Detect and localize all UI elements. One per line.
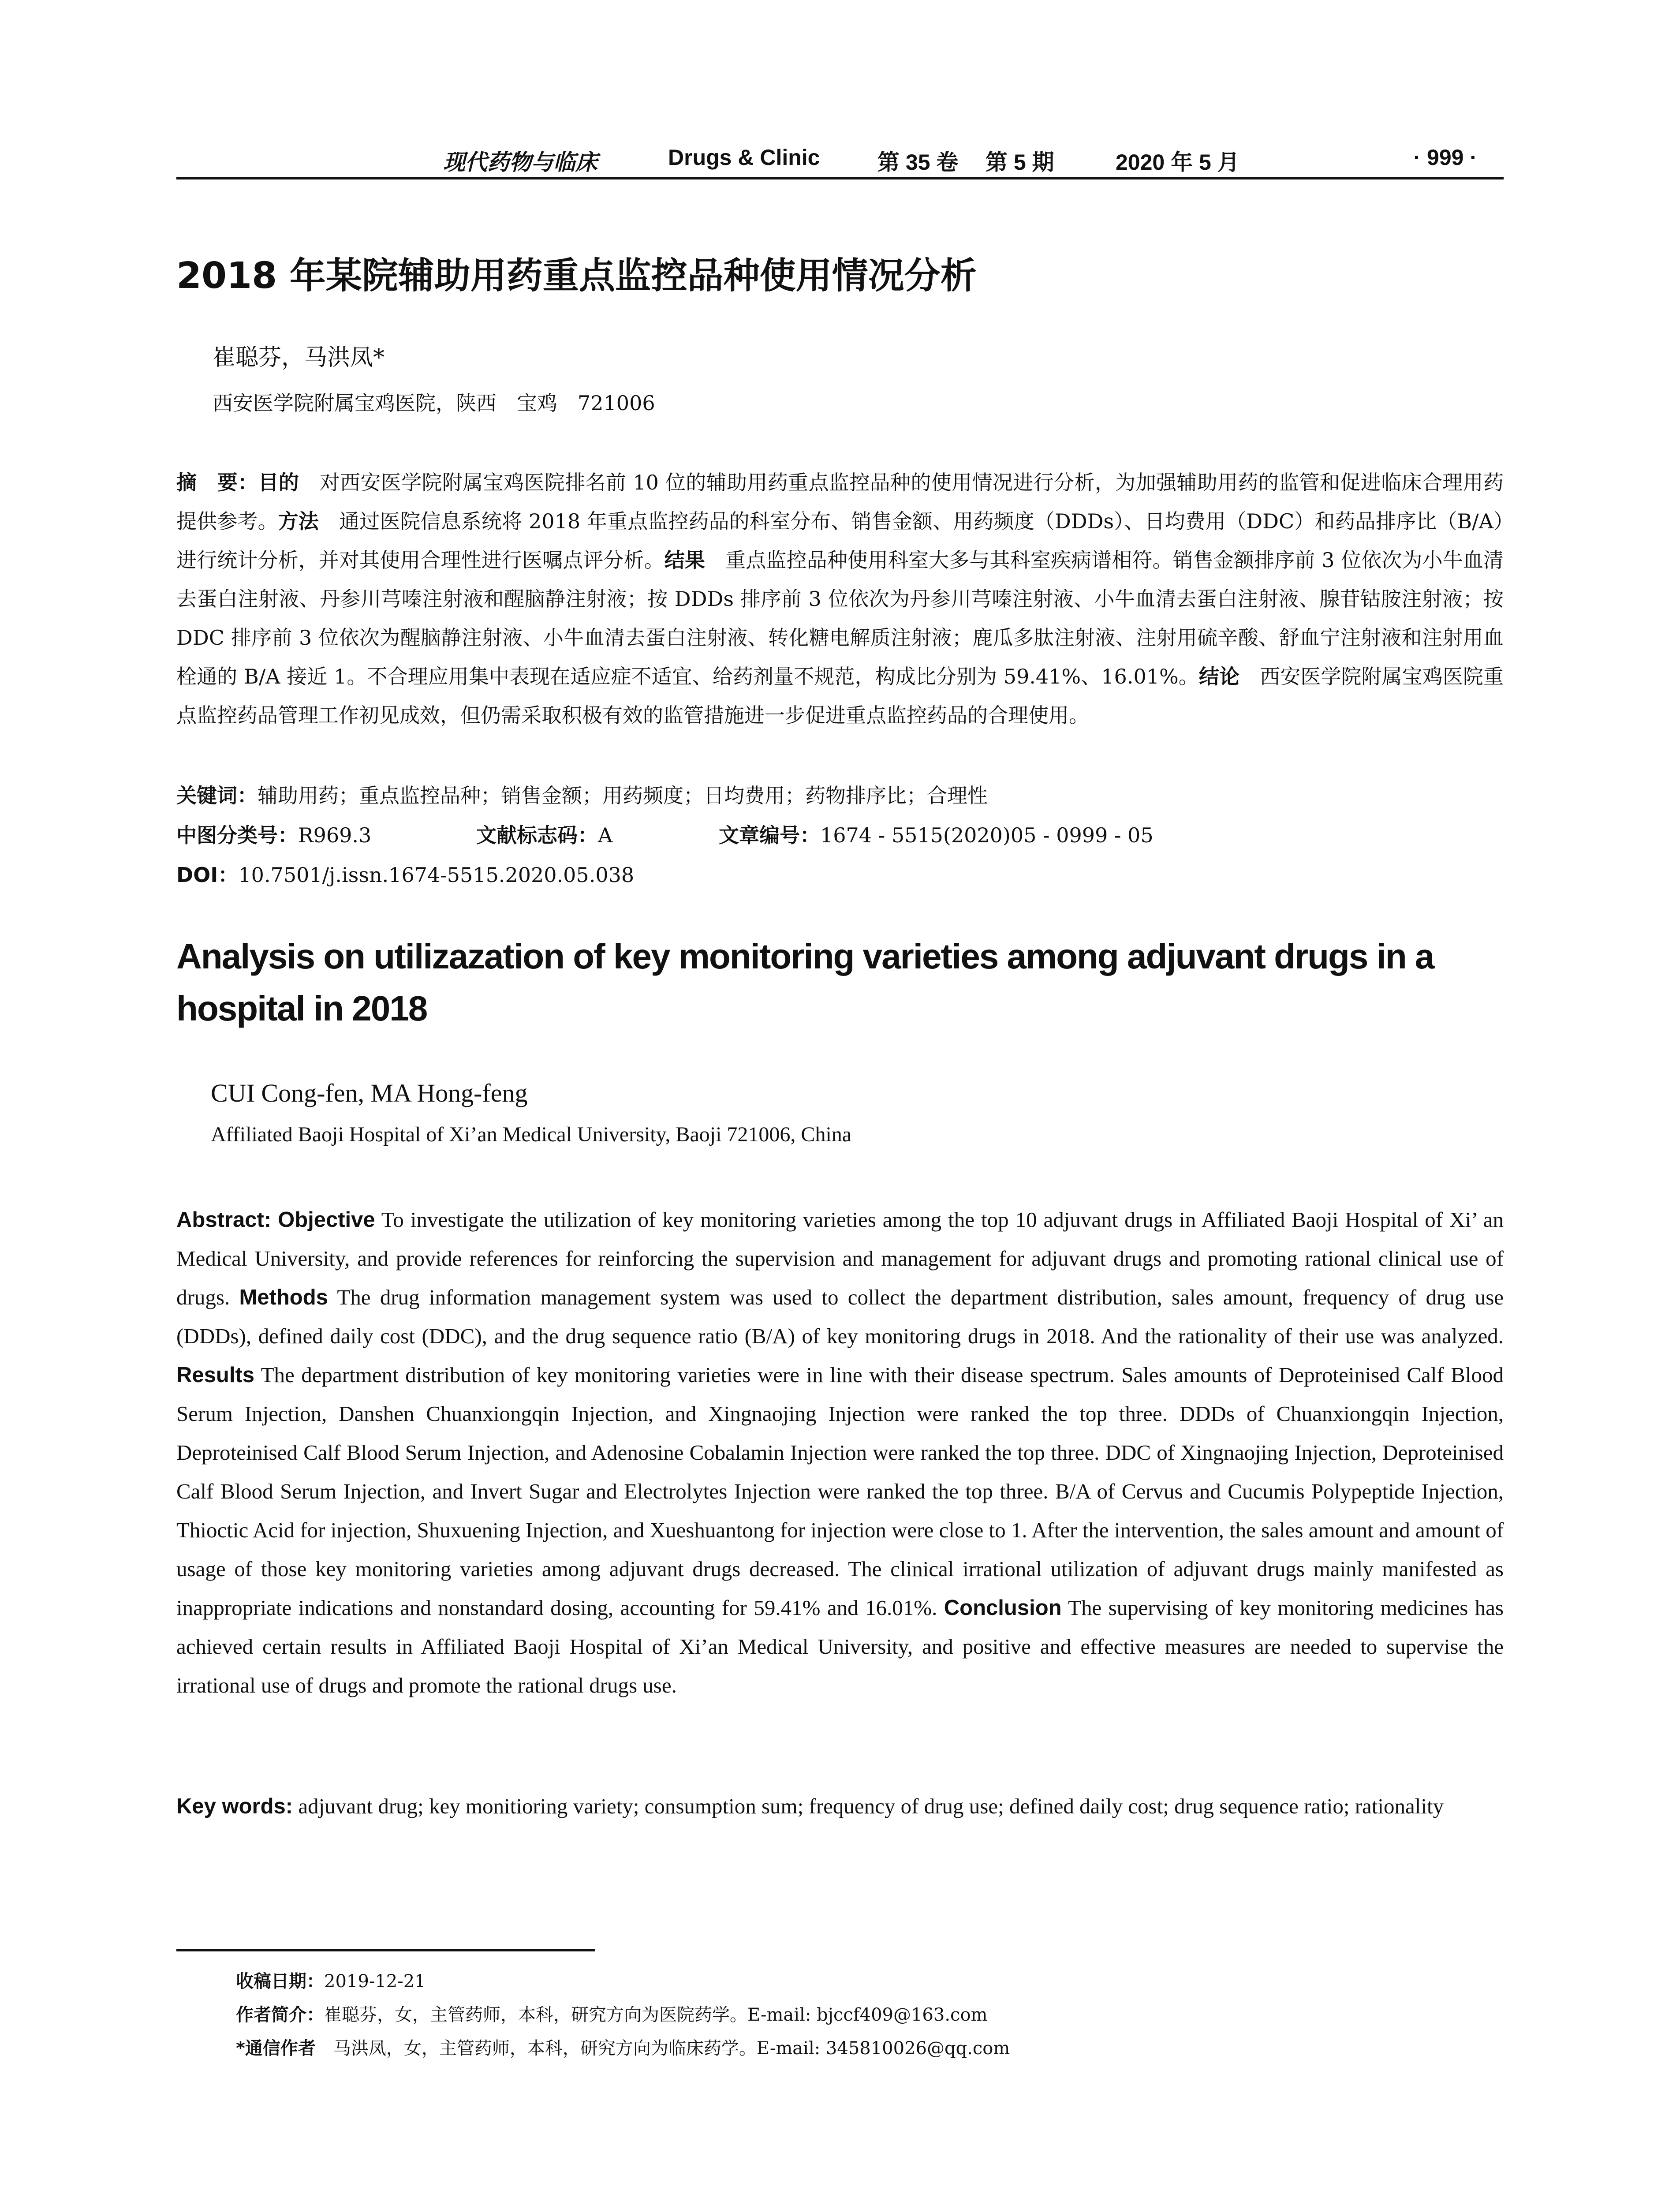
volume-number: 第 35 卷: [877, 150, 959, 175]
results-en-label: Results: [176, 1363, 255, 1387]
clc-value: R969.3: [298, 823, 372, 847]
results-cn-text: 重点监控品种使用科室大多与其科室疾病谱相符。销售金额排序前 3 位依次为小牛血清去蛋白注射液、丹参川芎嗪注射液和醒脑静注射液；按 DDDs 排序前 3 位依次为丹参川芎嗪注射液、小牛血清去蛋白注射液、腺苷钴胺注射液；按 DDC 排序前 3 位依次为醒脑静注射液、小牛血清去蛋白注射液、转化糖电解质注射液；鹿瓜多肽注射液、注射用硫辛酸、舒血宁注射液和注射用血栓通的 B/A 接近 1。不合理应用集中表现在适应症不适宜、给药剂量不规范，构成比分别为 59.41%、16.01%。: [176, 548, 1504, 688]
issue-number: 第 5 期: [986, 150, 1054, 175]
article-number-label: 文章编号：: [719, 823, 820, 847]
methods-en-text: The drug information management system was used to collect the department distribution, sales amount, frequency of drug use (DDDs), defined daily cost (DDC), and the drug sequence ratio (B/A) of key monitoring drugs in 2018. And the rationality of their use was analyzed.: [176, 1285, 1504, 1348]
keywords-cn-value: 辅助用药；重点监控品种；销售金额；用药频度；日均费用；药物排序比；合理性: [258, 784, 988, 807]
objective-cn-label: 目的: [258, 471, 299, 494]
footnote-corresponding: [236, 2032, 1501, 2065]
abstract-en: [176, 1200, 1504, 1705]
abstract-en-label: Abstract:: [176, 1208, 272, 1232]
methods-en-label: Methods: [239, 1286, 328, 1309]
doc-code-label: 文献标志码：: [476, 823, 598, 847]
conclusion-en-label: Conclusion: [944, 1596, 1062, 1620]
authors-cn: 崔聪芬，马洪凤*: [213, 344, 385, 371]
footnote-divider: [176, 1949, 595, 1951]
abstract-cn-label: 摘 要：: [176, 471, 258, 494]
document-code: [476, 819, 612, 848]
clc-code: [176, 819, 371, 848]
results-cn-label: 结果: [664, 548, 705, 572]
clc-label: 中图分类号：: [176, 823, 298, 847]
doc-code-value: A: [598, 823, 613, 847]
issue-date: 2020 年 5 月: [1116, 150, 1239, 175]
objective-cn-text: 对西安医学院附属宝鸡医院排名前 10 位的辅助用药重点监控品种的使用情况进行分析，为加强辅助用药的监管和促进临床合理用药提供参考。: [176, 471, 1504, 533]
corresponding-label: *通信作者: [236, 2038, 316, 2059]
article-number-value: 1674 - 5515(2020)05 - 0999 - 05: [820, 823, 1154, 847]
received-label: 收稿日期：: [236, 1971, 324, 1992]
keywords-cn: [176, 780, 1504, 809]
page-number: · 999 ·: [1413, 145, 1477, 170]
conclusion-en-text: The supervising of key monitoring medicines has achieved certain results in Affiliated Baoji Hospital of Xi’an Medical University, and positive and effective measures are needed to supervise the irrational use of drugs and promote the rational drugs use.: [176, 1596, 1504, 1697]
received-date: 2019-12-21: [324, 1971, 426, 1992]
methods-cn-text: 通过医院信息系统将 2018 年重点监控药品的科室分布、销售金额、用药频度（DDDs）、日均费用（DDC）和药品排序比（B/A）进行统计分析，并对其使用合理性进行医嘱点评分析。: [176, 509, 1504, 572]
article-number: [719, 819, 1154, 848]
keywords-en: [176, 1787, 1504, 1826]
author-bio-text: 崔聪芬，女，主管药师，本科，研究方向为医院药学。E-mail: bjccf409@163.com: [324, 2005, 988, 2025]
objective-en-text: To investigate the utilization of key monitoring varieties among the top 10 adjuvant drugs in Affiliated Baoji Hospital of Xi’ an Medical University, and provide references for reinforcing the supervision and management for adjuvant drugs and promoting rational clinical use of drugs.: [176, 1207, 1504, 1309]
keywords-cn-label: 关键词：: [176, 784, 258, 807]
keywords-en-label: Key words:: [176, 1794, 293, 1818]
journal-name-cn: 现代药物与临床: [443, 150, 597, 175]
title-cn: 2018 年某院辅助用药重点监控品种使用情况分析: [176, 255, 977, 297]
conclusion-cn-label: 结论: [1198, 665, 1240, 688]
doi-value: 10.7501/j.issn.1674-5515.2020.05.038: [238, 863, 635, 887]
affiliation-cn: 西安医学院附属宝鸡医院，陕西 宝鸡 721006: [213, 391, 655, 415]
authors-en: CUI Cong-fen, MA Hong-feng: [211, 1079, 528, 1107]
author-bio-label: 作者简介：: [236, 2005, 324, 2025]
corresponding-text: 马洪凤，女，主管药师，本科，研究方向为临床药学。E-mail: 345810026@qq.com: [315, 2038, 1010, 2059]
methods-cn-label: 方法: [278, 509, 319, 533]
journal-name-en: Drugs & Clinic: [668, 145, 820, 170]
footnotes: [236, 1965, 1501, 2065]
footnote-received: [236, 1965, 1501, 1998]
doi-label: DOI：: [176, 863, 239, 887]
objective-en-label: Objective: [278, 1208, 375, 1232]
footnote-author-bio: [236, 1998, 1501, 2032]
title-en: Analysis on utilizazation of key monitoring varieties among adjuvant drugs in a hospital in 2018: [176, 937, 1434, 1028]
affiliation-en: Affiliated Baoji Hospital of Xi’an Medical University, Baoji 721006, China: [211, 1123, 852, 1146]
abstract-cn: [176, 463, 1504, 735]
conclusion-cn-text: 西安医学院附属宝鸡医院重点监控药品管理工作初见成效，但仍需采取积极有效的监管措施进一步促进重点监控药品的合理使用。: [176, 665, 1504, 727]
doi-line: [176, 859, 1504, 888]
keywords-en-value: adjuvant drug; key monitioring variety; consumption sum; frequency of drug use; defined daily cost; drug sequence ratio; rationality: [293, 1794, 1444, 1818]
results-en-text: The department distribution of key monitoring varieties were in line with their disease spectrum. Sales amounts of Deproteinised Calf Blood Serum Injection, Danshen Chuanxiongqin Injection, and Xingnaojing Injection were ranked the top three. DDDs of Chuanxiongqin Injection, Deproteinised Calf Blood Serum Injection, and Adenosine Cobalamin Injection were ranked the top three. DDC of Xingnaojing Injection, Deproteinised Calf Blood Serum Injection, and Invert Sugar and Electrolytes Injection were ranked the top three. B/A of Cervus and Cucumis Polypeptide Injection, Thioctic Acid for injection, Shuxuening Injection, and Xueshuantong for injection were close to 1. After the intervention, the sales amount and amount of usage of those key monitoring varieties among adjuvant drugs decreased. The clinical irrational utilization of adjuvant drugs mainly manifested as inappropriate indications and nonstandard dosing, accounting for 59.41% and 16.01%.: [176, 1363, 1504, 1620]
running-header: [176, 142, 1504, 179]
